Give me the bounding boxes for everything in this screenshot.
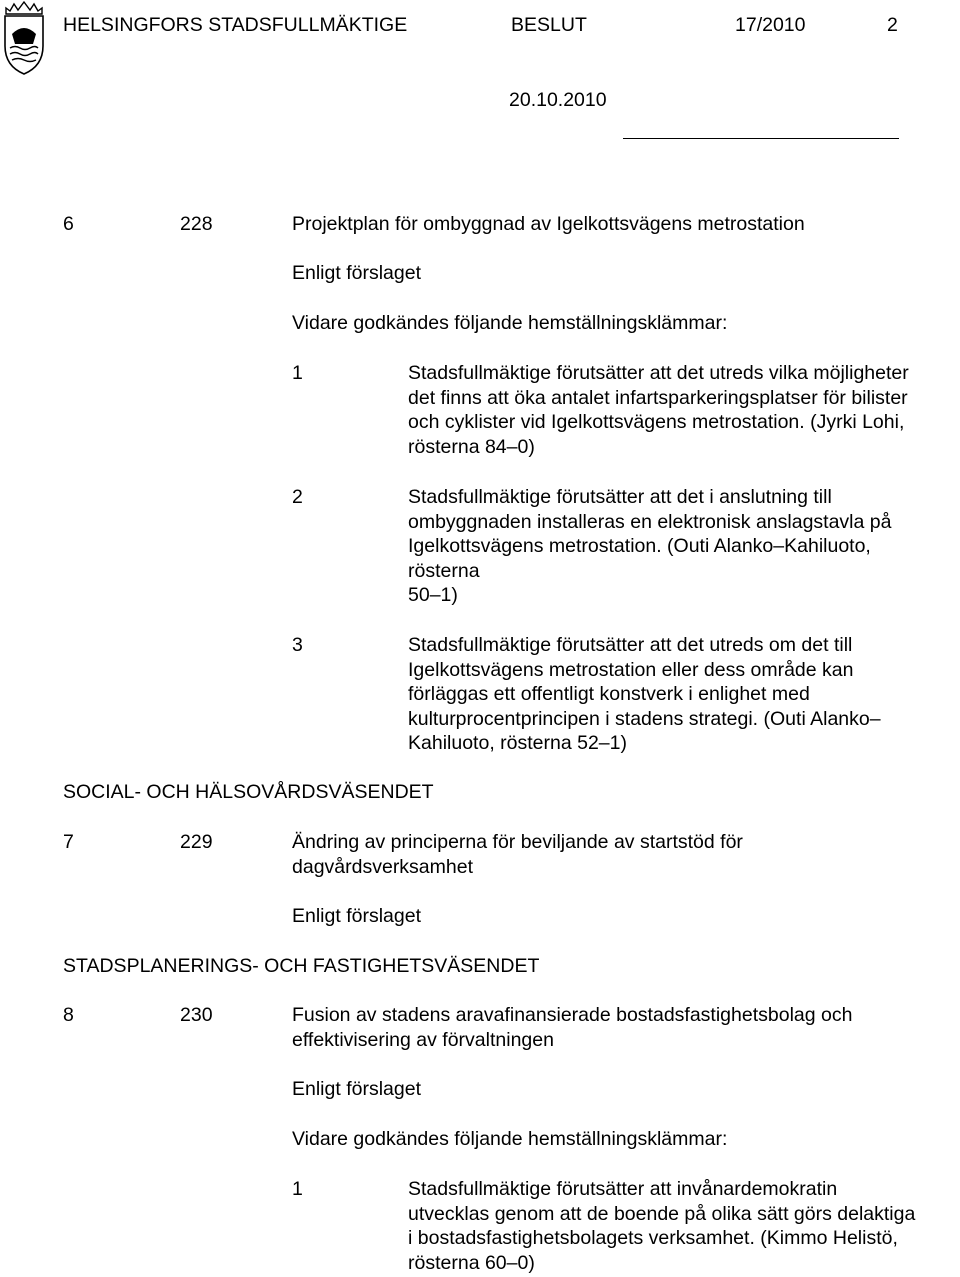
title-line: Ändring av principerna för beviljande av startstöd för — [292, 831, 743, 853]
clause-line: Stadsfullmäktige förutsätter att det i anslutning till — [408, 486, 832, 508]
title-line: Fusion av stadens aravafinansierade bostadsfastighetsbolag och — [292, 1004, 853, 1026]
decision-number: 17/2010 — [735, 14, 806, 36]
decision-text: Enligt förslaget — [292, 262, 421, 284]
clause-line: 50–1) — [408, 584, 458, 606]
section-number: 229 — [180, 831, 213, 853]
item-number: 6 — [63, 213, 74, 235]
decision-text: Enligt förslaget — [292, 905, 421, 927]
decision-text: Enligt förslaget — [292, 1078, 421, 1100]
clause-number: 2 — [292, 486, 303, 508]
title-line: dagvårdsverksamhet — [292, 855, 474, 878]
clause-number: 3 — [292, 634, 303, 656]
clause-line: och cyklister vid Igelkottsvägens metrostation. (Jyrki Lohi, — [408, 411, 905, 433]
clause-line: Igelkottsvägens metrostation eller dess område kan — [408, 658, 854, 681]
clause-number: 1 — [292, 362, 303, 384]
clause-line: ombyggnaden installeras en elektronisk anslagstavla på — [408, 510, 892, 533]
item-title — [292, 830, 743, 879]
clause-text — [408, 361, 909, 459]
item-title: Projektplan för ombyggnad av Igelkottsvägens metrostation — [292, 213, 805, 235]
clause-line: rösterna 84–0) — [408, 435, 535, 458]
header-rule — [623, 138, 899, 139]
clause-line: Stadsfullmäktige förutsätter att det utreds vilka möjligheter — [408, 362, 909, 384]
clause-line: rösterna — [408, 559, 480, 582]
clause-line: Kahiluoto, rösterna 52–1) — [408, 732, 627, 754]
section-number: 228 — [180, 213, 213, 235]
clause-line: Stadsfullmäktige förutsätter att invånardemokratin — [408, 1178, 838, 1200]
title-line: effektivisering av förvaltningen — [292, 1028, 554, 1051]
clause-text — [408, 633, 881, 756]
organization-name: HELSINGFORS STADSFULLMÄKTIGE — [63, 14, 408, 36]
clause-line: rösterna 60–0) — [408, 1251, 535, 1274]
section-number: 230 — [180, 1004, 213, 1026]
clause-line: i bostadsfastighetsbolagets verksamhet. (Kimmo Helistö, — [408, 1227, 898, 1249]
department-heading: STADSPLANERINGS- OCH FASTIGHETSVÄSENDET — [63, 955, 540, 977]
clause-text — [408, 1177, 915, 1275]
department-heading: SOCIAL- OCH HÄLSOVÅRDSVÄSENDET — [63, 781, 434, 803]
clause-line: utvecklas genom att de boende på olika sätt görs delaktiga — [408, 1202, 916, 1225]
page-number: 2 — [887, 14, 898, 36]
approved-heading: Vidare godkändes följande hemställningsklämmar: — [292, 312, 728, 334]
clause-line: det finns att öka antalet infartsparkeringsplatser för bilister — [408, 386, 908, 409]
clause-number: 1 — [292, 1178, 303, 1200]
approved-heading: Vidare godkändes följande hemställningsklämmar: — [292, 1128, 728, 1150]
item-number: 7 — [63, 831, 74, 853]
item-number: 8 — [63, 1004, 74, 1026]
helsinki-coat-of-arms-logo — [2, 0, 46, 76]
document-type: BESLUT — [511, 14, 587, 36]
clause-line: förläggas ett offentligt konstverk i enlighet med — [408, 683, 810, 705]
clause-text — [408, 485, 891, 608]
clause-line: Stadsfullmäktige förutsätter att det utreds om det till — [408, 634, 853, 656]
clause-line: kulturprocentprincipen i stadens strategi. (Outi Alanko– — [408, 707, 881, 730]
clause-line: Igelkottsvägens metrostation. (Outi Alanko–Kahiluoto, — [408, 535, 871, 557]
document-date: 20.10.2010 — [509, 89, 607, 111]
item-title — [292, 1003, 852, 1052]
